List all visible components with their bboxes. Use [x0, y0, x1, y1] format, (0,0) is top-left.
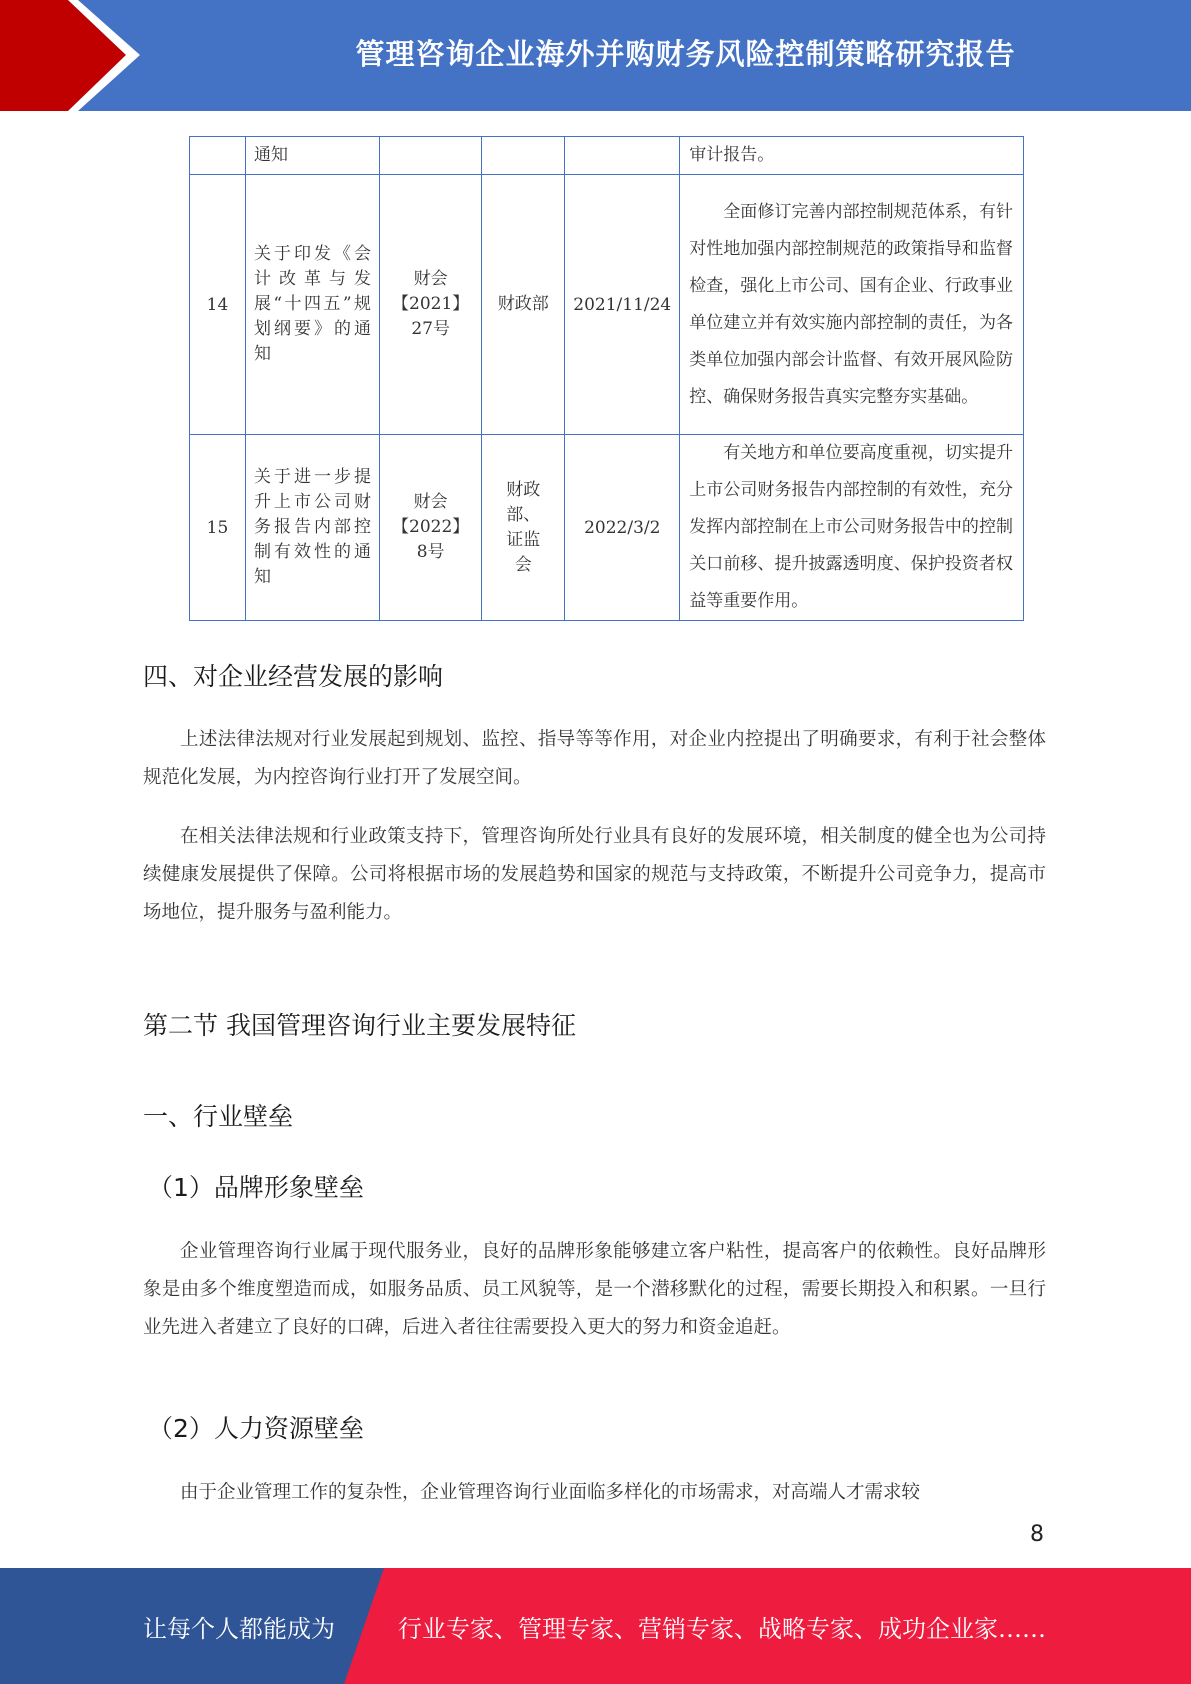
- row-number: [190, 137, 246, 175]
- issue-date: 2022/3/2: [565, 435, 680, 621]
- subsection-heading: 一、行业壁垒: [143, 1102, 294, 1131]
- paragraph: 由于企业管理工作的复杂性，企业管理咨询行业面临多样化的市场需求，对高端人才需求较: [180, 1482, 921, 1503]
- page-footer: [0, 1568, 1191, 1684]
- policy-content: 审计报告。: [680, 137, 1024, 175]
- chapter-heading: 第二节 我国管理咨询行业主要发展特征: [143, 1011, 576, 1040]
- sub-subsection-heading: （1）品牌形象壁垒: [148, 1173, 364, 1202]
- page-header: [0, 0, 1191, 111]
- row-number: 14: [190, 175, 246, 435]
- paragraph: 在相关法律法规和行业政策支持下，管理咨询所处行业具有良好的发展环境，相关制度的健全也为公司持续健康发展提供了保障。公司将根据市场的发展趋势和国家的规范与支持政策，不断提升公司竞争力，提高市场地位，提升服务与盈利能力。: [143, 826, 1046, 923]
- issue-date: 2021/11/24: [565, 175, 680, 435]
- table-row: [190, 435, 1024, 621]
- header-arrow-decoration: [0, 0, 150, 111]
- sub-subsection-heading: （2）人力资源壁垒: [148, 1414, 364, 1443]
- policy-name: 关于进一步提升上市公司财务报告内部控制有效性的通知: [246, 435, 380, 621]
- document-number: 财会【2022】8号: [380, 435, 482, 621]
- policy-content: 有关地方和单位要高度重视，切实提升上市公司财务报告内部控制的有效性，充分发挥内部控制在上市公司财务报告中的控制关口前移、提升披露透明度、保护投资者权益等重要作用。: [680, 435, 1024, 621]
- issuing-department: [482, 137, 565, 175]
- policy-name: 通知: [246, 137, 380, 175]
- paragraph: 企业管理咨询行业属于现代服务业，良好的品牌形象能够建立客户粘性，提高客户的依赖性。良好品牌形象是由多个维度塑造而成，如服务品质、员工风貌等，是一个潜移默化的过程，需要长期投入和积累。一旦行业先进入者建立了良好的口碑，后进入者往往需要投入更大的努力和资金追赶。: [143, 1241, 1046, 1338]
- policy-content: 全面修订完善内部控制规范体系，有针对性地加强内部控制规范的政策指导和监督检查，强化上市公司、国有企业、行政事业单位建立并有效实施内部控制的责任，为各类单位加强内部会计监督、有效开展风险防控、确保财务报告真实完整夯实基础。: [680, 175, 1024, 435]
- page-number: 8: [1030, 1522, 1044, 1547]
- table-row: [190, 137, 1024, 175]
- issuing-department: 财政部、证监会: [482, 435, 565, 621]
- issuing-department: 财政部: [482, 175, 565, 435]
- paragraph: 上述法律法规对行业发展起到规划、监控、指导等等作用，对企业内控提出了明确要求，有利于社会整体规范化发展，为内控咨询行业打开了发展空间。: [143, 729, 1046, 788]
- issue-date: [565, 137, 680, 175]
- footer-slogan-left: 让每个人都能成为: [143, 1614, 335, 1643]
- section-heading: 四、对企业经营发展的影响: [143, 662, 444, 691]
- table-row: [190, 175, 1024, 435]
- policy-table: [189, 136, 1024, 621]
- row-number: 15: [190, 435, 246, 621]
- document-number: 财会【2021】27号: [380, 175, 482, 435]
- document-number: [380, 137, 482, 175]
- policy-name: 关于印发《会计改革与发展“十四五”规划纲要》的通知: [246, 175, 380, 435]
- footer-slogan-right: 行业专家、管理专家、营销专家、战略专家、成功企业家……: [398, 1614, 1046, 1643]
- document-title: 管理咨询企业海外并购财务风险控制策略研究报告: [355, 36, 1016, 71]
